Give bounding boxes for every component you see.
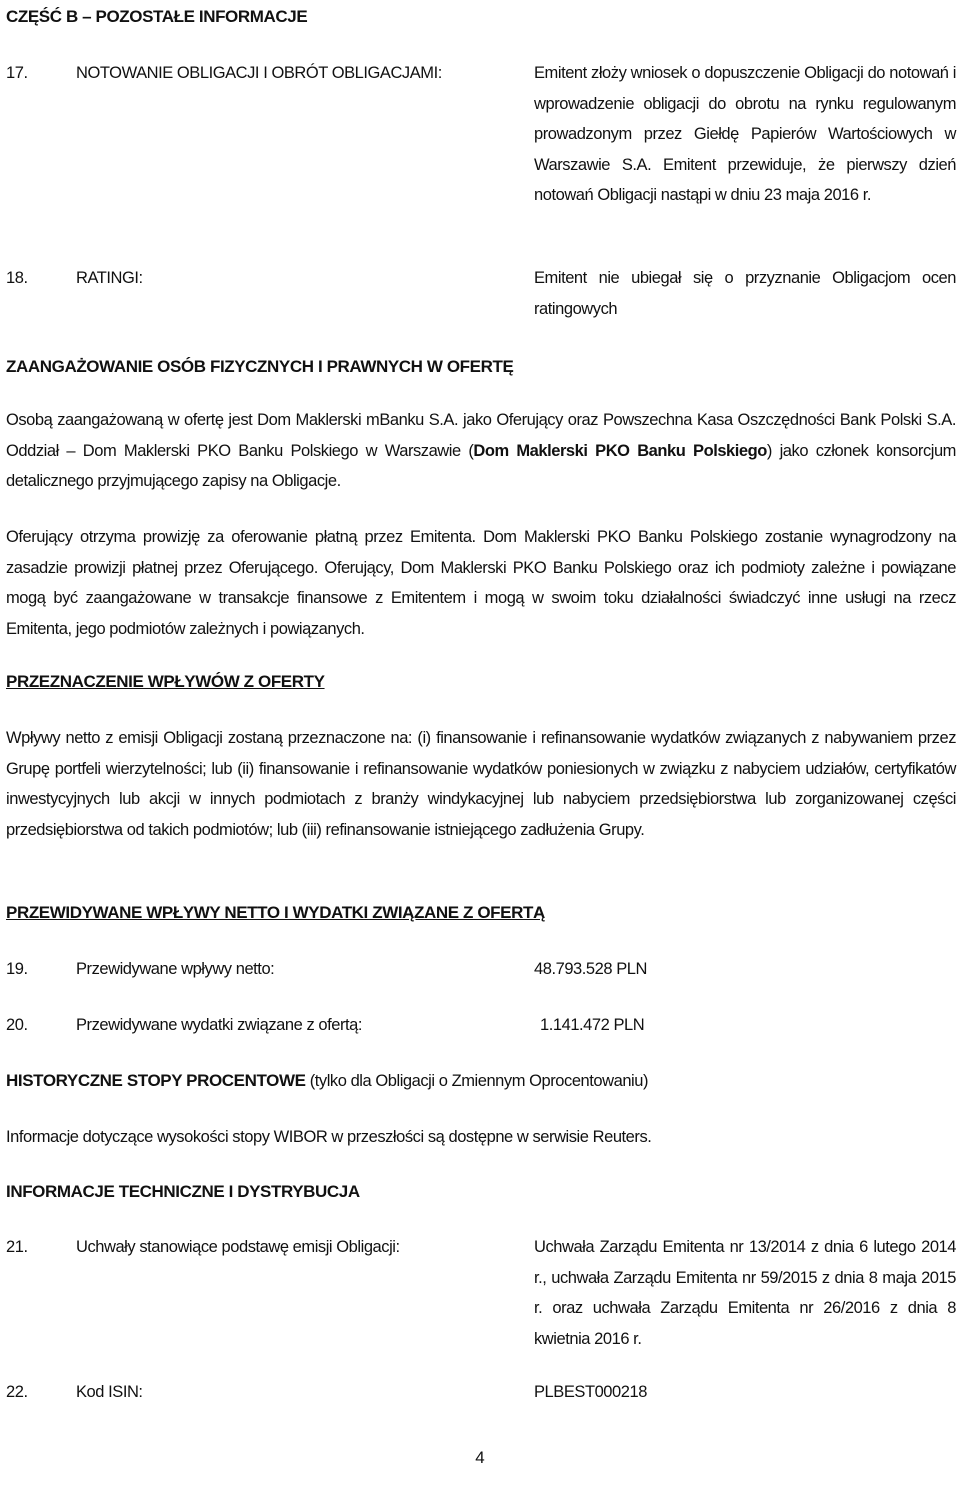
section-heading-proceeds: PRZEZNACZENIE WPŁYWÓW Z OFERTY xyxy=(6,672,325,691)
item-number: 18. xyxy=(6,269,28,287)
item-value: Emitent złoży wniosek o dopuszczenie Obligacji do notowań i wprowadzenie obligacji do obrotu na rynku regulowanym prowadzonym przez Giełdę Papierów Wartościowych w Warszawie S.A. Emitent przewiduje, że pierwszy dzień notowań Obligacji nastąpi w dniu 23 maja 2016 r. xyxy=(534,64,956,204)
rates-paragraph: Informacje dotyczące wysokości stopy WIBOR w przeszłości są dostępne w serwisie Reuters. xyxy=(6,1128,652,1146)
heading-rest-text: (tylko dla Obligacji o Zmiennym Oprocentowaniu) xyxy=(305,1072,649,1090)
section-heading-rates xyxy=(6,1066,956,1097)
involvement-paragraph-2: Oferujący otrzyma prowizję za oferowanie płatną przez Emitenta. Dom Maklerski PKO Banku Polskiego zostanie wynagrodzony na zasadzie prowizji płatnej przez Oferującego. Oferujący, Dom Maklerski PKO Banku Polskiego oraz ich podmioty zależne i powiązane mogą być zaangażowane w transakcje finansowe z Emitentem i mogą w swoim toku działalności świadczyć inne usługi na rzecz Emitenta, jego podmiotów zależnych i powiązanych. xyxy=(6,528,956,638)
paragraph-bold-text: Dom Maklerski PKO Banku Polskiego xyxy=(473,441,767,460)
item-label: Przewidywane wydatki związane z ofertą: xyxy=(76,1016,363,1034)
part-title: CZĘŚĆ B – POZOSTAŁE INFORMACJE xyxy=(6,7,308,26)
page-number: 4 xyxy=(475,1448,485,1467)
item-number: 22. xyxy=(6,1383,28,1401)
item-label: RATINGI: xyxy=(76,269,143,287)
item-number: 19. xyxy=(6,960,28,978)
section-heading-expected: PRZEWIDYWANE WPŁYWY NETTO I WYDATKI ZWIĄZANE Z OFERTĄ xyxy=(6,903,545,922)
item-label: Kod ISIN: xyxy=(76,1383,143,1401)
item-21 xyxy=(6,1232,956,1354)
item-17 xyxy=(6,58,956,208)
involvement-paragraph-1 xyxy=(6,405,956,497)
item-value: Uchwała Zarządu Emitenta nr 13/2014 z dnia 6 lutego 2014 r., uchwała Zarządu Emitenta nr 59/2015 z dnia 8 maja 2015 r. oraz uchwała Zarządu Emitenta nr 26/2016 z dnia 8 kwietnia 2016 r. xyxy=(534,1238,956,1348)
item-number: 20. xyxy=(6,1016,28,1034)
section-heading-technical: INFORMACJE TECHNICZNE I DYSTRYBUCJA xyxy=(6,1182,360,1201)
item-value: 1.141.472 PLN xyxy=(540,1016,645,1034)
item-22 xyxy=(6,1377,956,1408)
item-20 xyxy=(6,1010,956,1041)
item-value: Emitent nie ubiegał się o przyznanie Obligacjom ocen ratingowych xyxy=(534,269,956,318)
paragraph-text: Osobą zaangażowaną w ofertę jest Dom Maklerski mBanku S.A. jako Oferujący oraz Powszechna Kasa Oszczędności Bank Polski S.A. Oddział – Dom Maklerski PKO Banku Polskiego w Warszawie ( xyxy=(6,411,956,460)
item-value: 48.793.528 PLN xyxy=(534,960,647,978)
paragraph-text: ) jako członek konsorcjum detalicznego przyjmującego zapisy na Obligacje. xyxy=(6,441,956,490)
item-18 xyxy=(6,263,956,325)
item-number: 17. xyxy=(6,64,28,82)
section-heading-involvement: ZAANGAŻOWANIE OSÓB FIZYCZNYCH I PRAWNYCH W OFERTĘ xyxy=(6,357,514,376)
item-number: 21. xyxy=(6,1238,28,1256)
item-label: Przewidywane wpływy netto: xyxy=(76,960,275,978)
document-page xyxy=(6,0,956,1488)
proceeds-paragraph: Wpływy netto z emisji Obligacji zostaną przeznaczone na: (i) finansowanie i refinansowanie wydatków związanych z nabywaniem przez Grupę portfeli wierzytelności; lub (ii) finansowanie i refinansowanie wydatków poniesionych w związku z nabyciem udziałów, certyfikatów inwestycyjnych lub akcji w innych podmiotach z branży windykacyjnej lub nabyciem przedsiębiorstwa lub zorganizowanej części przedsiębiorstwa od takich podmiotów; lub (iii) refinansowanie istniejącego zadłużenia Grupy. xyxy=(6,729,956,839)
item-value: PLBEST000218 xyxy=(534,1383,647,1401)
item-label: Uchwały stanowiące podstawę emisji Obligacji: xyxy=(76,1238,400,1256)
heading-bold-text: HISTORYCZNE STOPY PROCENTOWE xyxy=(6,1071,306,1090)
item-label: NOTOWANIE OBLIGACJI I OBRÓT OBLIGACJAMI: xyxy=(76,64,442,82)
item-19 xyxy=(6,954,956,985)
